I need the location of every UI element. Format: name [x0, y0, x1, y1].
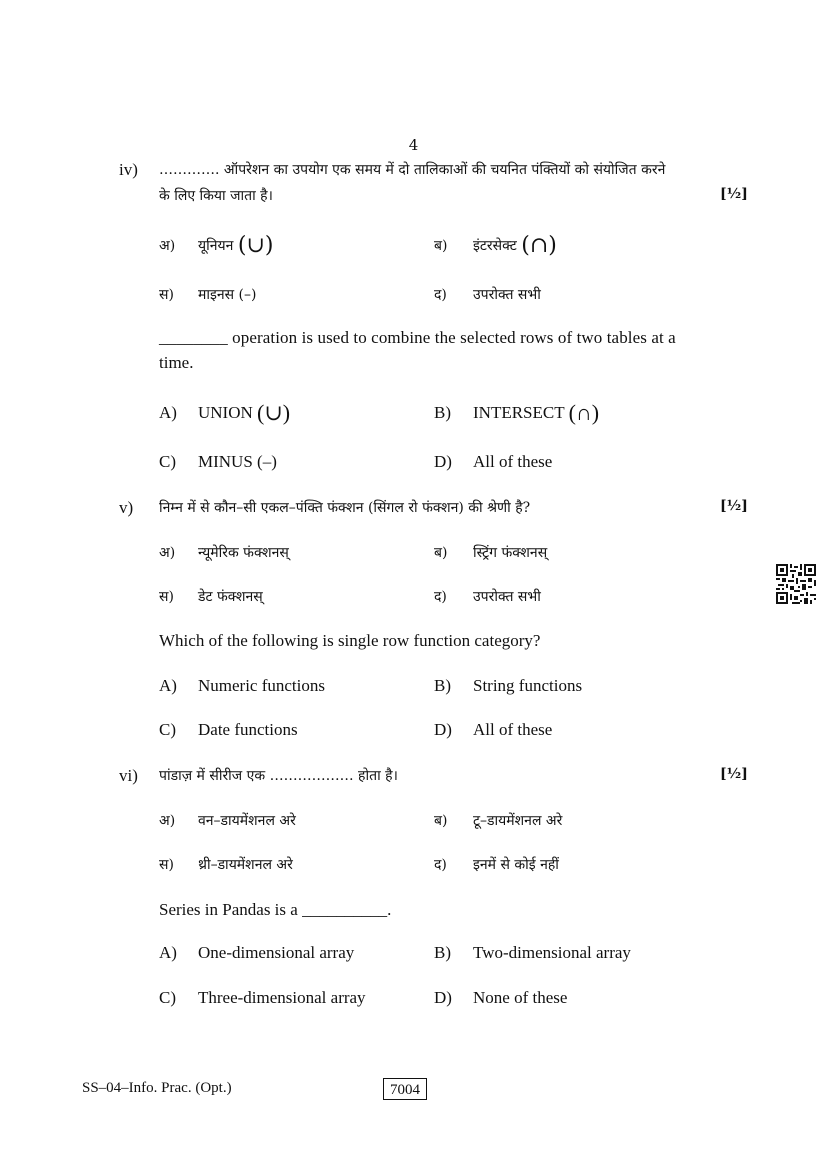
footer-code-box: 7004	[383, 1078, 427, 1100]
union-symbol: (∪)	[257, 400, 291, 425]
option-label: ब)	[434, 813, 448, 829]
option-label: द)	[434, 589, 447, 605]
option-text: Numeric functions	[198, 676, 325, 695]
footer-paper-code: SS–04–Info. Prac. (Opt.)	[82, 1080, 232, 1096]
option-label: स)	[159, 857, 174, 873]
question-v-marks: [½]	[720, 498, 748, 514]
option-text: थ्री–डायमेंशनल अरे	[198, 857, 293, 873]
option-text: इनमें से कोई नहीं	[473, 857, 559, 873]
option-text: टू–डायमेंशनल अरे	[473, 813, 563, 829]
option-text: स्ट्रिंग फंक्शनस्	[473, 545, 548, 561]
union-symbol: (∪)	[237, 233, 274, 258]
option-text: उपरोक्त सभी	[473, 287, 541, 303]
intersect-symbol: (∩)	[568, 400, 600, 425]
qr-code-icon	[776, 564, 816, 604]
question-iv-hindi-line2: के लिए किया जाता है।	[159, 188, 273, 204]
option-label: B)	[434, 403, 451, 422]
option-label: स)	[159, 287, 174, 303]
option-label: A)	[159, 403, 177, 422]
page-number: 4	[408, 136, 419, 154]
question-iv-english-line1: ________ operation is used to combine the selected rows of two tables at a	[159, 328, 676, 347]
intersect-symbol: (∩)	[521, 233, 557, 258]
option-label: स)	[159, 589, 174, 605]
option-label: B)	[434, 676, 451, 695]
option-text: INTERSECT (∩)	[473, 400, 600, 425]
option-label: अ)	[159, 813, 176, 829]
option-label: अ)	[159, 238, 176, 254]
option-label: अ)	[159, 545, 176, 561]
option-label: D)	[434, 452, 452, 471]
option-text: माइनस (–)	[198, 287, 257, 303]
option-label: ब)	[434, 238, 448, 254]
option-text: Date functions	[198, 720, 298, 739]
question-v-hindi-line1: निम्न में से कौन–सी एकल–पंक्ति फंक्शन (सिंगल रो फंक्शन) की श्रेणी है?	[159, 500, 531, 516]
question-iv-marks: [½]	[720, 186, 748, 202]
option-text: UNION (∪)	[198, 400, 291, 425]
option-text: One-dimensional array	[198, 943, 355, 962]
option-label: D)	[434, 988, 452, 1007]
option-text: Two-dimensional array	[473, 943, 631, 962]
option-text: डेट फंक्शनस्	[198, 589, 263, 605]
option-text: इंटरसेक्ट (∩)	[473, 233, 557, 258]
option-text: वन–डायमेंशनल अरे	[198, 813, 296, 829]
option-label: C)	[159, 988, 176, 1007]
option-text: यूनियन (∪)	[198, 233, 274, 258]
question-vi-english-line1: Series in Pandas is a __________.	[159, 900, 392, 919]
option-label: A)	[159, 943, 177, 962]
option-text: Three-dimensional array	[198, 988, 366, 1007]
question-v-english-line1: Which of the following is single row function category?	[159, 631, 541, 650]
option-text: String functions	[473, 676, 583, 695]
option-text: न्यूमेरिक फंक्शनस्	[198, 545, 289, 561]
option-label: C)	[159, 452, 176, 471]
question-iv-hindi-line1: …………. ऑपरेशन का उपयोग एक समय में दो तालिकाओं की चयनित पंक्तियों को संयोजित करने	[159, 162, 666, 178]
question-iv-english-line2: time.	[159, 353, 194, 372]
option-label: D)	[434, 720, 452, 739]
question-number-iv: iv)	[119, 160, 138, 179]
option-label: B)	[434, 943, 451, 962]
option-text: MINUS (–)	[198, 452, 277, 471]
option-text: All of these	[473, 720, 553, 739]
option-text: None of these	[473, 988, 568, 1007]
question-vi-marks: [½]	[720, 766, 748, 782]
option-text: उपरोक्त सभी	[473, 589, 541, 605]
option-label: ब)	[434, 545, 448, 561]
option-text: All of these	[473, 452, 553, 471]
option-label: द)	[434, 857, 447, 873]
question-number-v: v)	[119, 498, 134, 517]
option-label: द)	[434, 287, 447, 303]
option-label: C)	[159, 720, 176, 739]
question-vi-hindi-line1: पांडाज़ में सीरीज एक ……………… होता है।	[159, 768, 398, 784]
option-label: A)	[159, 676, 177, 695]
question-number-vi: vi)	[119, 766, 138, 785]
